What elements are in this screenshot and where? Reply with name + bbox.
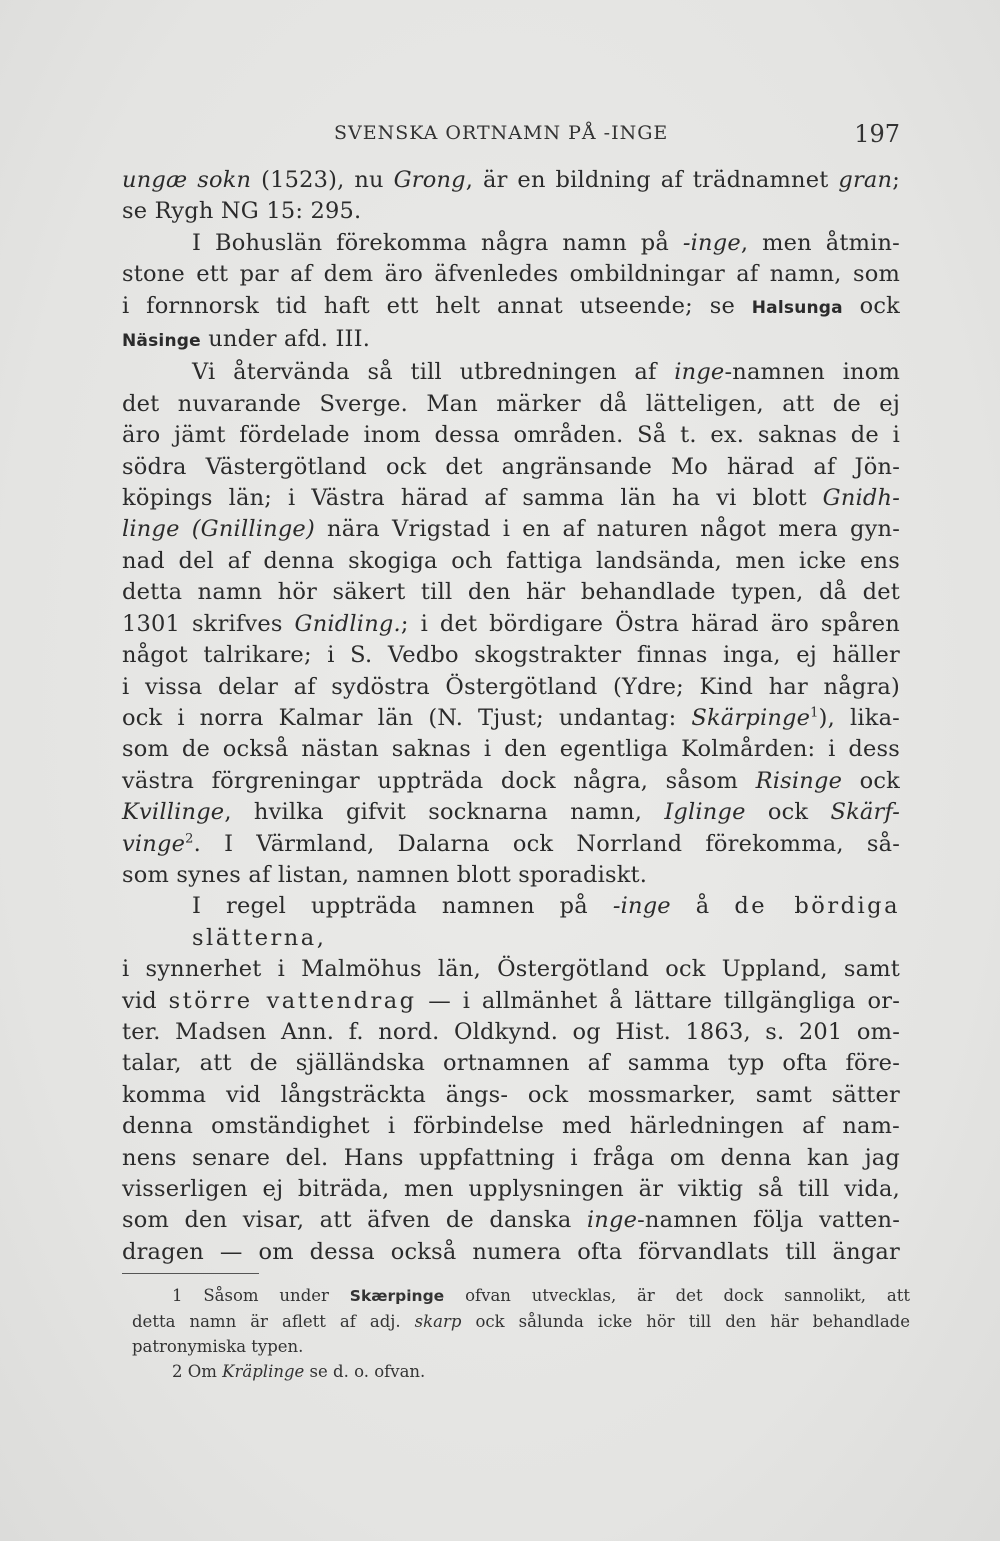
- text-line: som synes af listan, namnen blott sporadiskt.: [122, 861, 648, 888]
- italic-term: vinge: [122, 830, 186, 857]
- text-run: — i allmänhet å lättare tillgängliga or-: [416, 987, 901, 1014]
- text-run: , hvilka gifvit socknarna namn,: [224, 799, 665, 826]
- italic-term: Grong: [393, 167, 466, 193]
- italic-term: Kräplinge: [222, 1362, 305, 1381]
- text-run: (1523), nu: [251, 167, 394, 193]
- text-run: ,: [316, 924, 325, 951]
- text-line: se Rygh NG 15: 295.: [122, 198, 362, 225]
- text-line: visserligen ej biträda, men upplysningen är viktig så till vida,: [122, 1176, 900, 1202]
- text-line: [122, 165, 900, 196]
- text-line: [122, 829, 900, 860]
- text-run: nära Vrigstad i en af naturen något mera gyn-: [314, 516, 900, 543]
- italic-term: Kvillinge: [122, 799, 225, 826]
- text-line: [122, 703, 900, 734]
- footnote-marker: 1: [810, 705, 819, 721]
- italic-term: Gnidh-: [822, 485, 900, 512]
- italic-term: linge (Gnillinge): [122, 516, 315, 543]
- text-run: -namnen inom: [724, 359, 901, 386]
- italic-term: Risinge: [755, 767, 843, 794]
- text-run: ofvan utvecklas, är det dock sannolikt, att: [444, 1286, 910, 1305]
- footnote-1: [132, 1283, 910, 1359]
- text-run: , men åtmin-: [740, 229, 900, 256]
- text-line: som de också nästan saknas i den egentliga Kolmården: i dess: [122, 736, 900, 763]
- text-line: [122, 1205, 900, 1236]
- paragraph-2: [122, 228, 900, 358]
- italic-term: -inge: [612, 893, 671, 920]
- text-run: under afd. III.: [200, 326, 371, 353]
- text-line: i vissa delar af sydöstra Östergötland (Ydre; Kind har några): [122, 673, 900, 700]
- running-head: SVENSKA ORTNAMN PÅ -INGE: [334, 122, 669, 144]
- text-run: västra förgreningar uppträda dock några, såsom: [122, 767, 756, 794]
- text-run: , är en bildning af trädnamnet: [465, 167, 839, 193]
- text-line: södra Västergötland ock det angränsande Mo härad af Jön-: [122, 453, 900, 480]
- text-line: denna omständighet i förbindelse med härledningen af nam-: [122, 1113, 900, 1140]
- footnote-divider: [122, 1273, 259, 1274]
- footnote-line: [132, 1283, 910, 1309]
- footnote-line: [132, 1359, 910, 1384]
- text-run: ock: [745, 799, 831, 826]
- text-line: [122, 324, 900, 357]
- text-run: ock: [842, 767, 900, 794]
- paragraph-1: [122, 165, 900, 228]
- text-line: detta namn hör säkert till den här behandlade typen, då det: [122, 579, 900, 606]
- text-run: I regel uppträda namnen på: [192, 893, 613, 920]
- text-run: -namnen följa vatten-: [637, 1207, 900, 1234]
- text-run: 1 Såsom under: [172, 1286, 350, 1305]
- text-line: [122, 766, 900, 797]
- footnote-line: patronymiska typen.: [132, 1337, 304, 1356]
- italic-term: Skärf-: [830, 799, 900, 826]
- body-text: [122, 165, 900, 1268]
- text-run: som den visar, att äfven de danska: [122, 1207, 587, 1234]
- footnote-2: [132, 1359, 910, 1384]
- text-run: 2 Om: [172, 1362, 223, 1381]
- text-line: [122, 514, 900, 545]
- text-run: i fornnorsk tid haft ett helt annat utseende; se: [122, 292, 752, 319]
- text-run: detta namn är aflett af adj.: [132, 1312, 415, 1331]
- footnote-marker: 2: [185, 831, 194, 847]
- page-number: 197: [854, 120, 900, 148]
- text-run: se d. o. ofvan.: [304, 1362, 426, 1381]
- text-run: ;: [892, 167, 900, 193]
- text-run: 1301 skrifves: [122, 610, 295, 637]
- text-line: nens senare del. Hans uppfattning i fråga om denna kan jag: [122, 1144, 900, 1171]
- italic-term: -inge: [682, 229, 741, 256]
- text-run: ock: [842, 292, 900, 319]
- text-line: [122, 483, 900, 514]
- text-run: köpings län; i Västra härad af samma län ha vi blott: [122, 485, 823, 512]
- italic-term: Skärpinge: [691, 704, 811, 731]
- italic-term: Iglinge: [664, 799, 746, 826]
- footnotes: [132, 1283, 910, 1384]
- text-line: nad del af denna skogiga och fattiga landsända, men icke ens: [122, 547, 900, 574]
- text-line: ter. Madsen Ann. f. nord. Oldkynd. og Hist. 1863, s. 201 om-: [122, 1018, 900, 1045]
- text-run: vid: [122, 987, 169, 1014]
- italic-term: ungæ sokn: [122, 167, 252, 193]
- text-line: i synnerhet i Malmöhus län, Östergötland ock Uppland, samt: [122, 956, 900, 983]
- place-name-bold: Halsunga: [751, 297, 843, 318]
- page-header: [122, 120, 900, 150]
- footnote-line: [132, 1309, 910, 1334]
- text-line: stone ett par af dem äro äfvenledes ombildningar af namn, som: [122, 261, 900, 288]
- italic-term: inge: [586, 1207, 638, 1234]
- text-line: [122, 891, 900, 954]
- text-line: [122, 357, 900, 388]
- text-line: [122, 609, 900, 640]
- text-run: . I Värmland, Dalarna ock Norrland förekomma, så-: [193, 830, 900, 857]
- text-run: ; i det bördigare Östra härad äro spåren: [400, 610, 900, 637]
- paragraph-4: [122, 891, 900, 1268]
- italic-term: skarp: [414, 1312, 462, 1331]
- spaced-emphasis: de bördiga slätterna: [192, 893, 900, 951]
- text-line: [122, 986, 900, 1017]
- text-line: det nuvarande Sverge. Man märker då lätteligen, att de ej: [122, 390, 900, 417]
- spaced-emphasis: större vattendrag: [168, 987, 417, 1014]
- text-line: äro jämt fördelade inom dessa områden. Så t. ex. saknas de i: [122, 422, 900, 449]
- place-name-bold: Näsinge: [122, 331, 201, 352]
- text-run: ock i norra Kalmar län (N. Tjust; undantag:: [122, 704, 692, 731]
- text-line: [122, 291, 900, 324]
- text-line: komma vid långsträckta ängs- ock mossmarker, samt sätter: [122, 1081, 900, 1108]
- paragraph-3: [122, 357, 900, 891]
- italic-term: gran: [838, 167, 893, 193]
- text-run: Vi återvända så till utbredningen af: [192, 359, 675, 386]
- text-run: ), lika-: [818, 704, 900, 731]
- text-line: dragen — om dessa också numera ofta förvandlats till ängar: [122, 1238, 900, 1265]
- text-line: något talrikare; i S. Vedbo skogstrakter finnas inga, ej häller: [122, 642, 900, 669]
- text-run: å: [670, 893, 735, 920]
- text-line: [122, 228, 900, 259]
- place-name-bold: Skærpinge: [349, 1287, 445, 1305]
- text-run: ock sålunda icke hör till den här behandlade: [461, 1312, 910, 1331]
- text-line: [122, 797, 900, 828]
- italic-term: inge: [674, 359, 725, 386]
- text-run: I Bohuslän förekomma några namn på: [192, 229, 683, 256]
- italic-term: Gnidling.: [294, 610, 401, 637]
- text-line: talar, att de själländska ortnamnen af samma typ ofta före-: [122, 1050, 900, 1077]
